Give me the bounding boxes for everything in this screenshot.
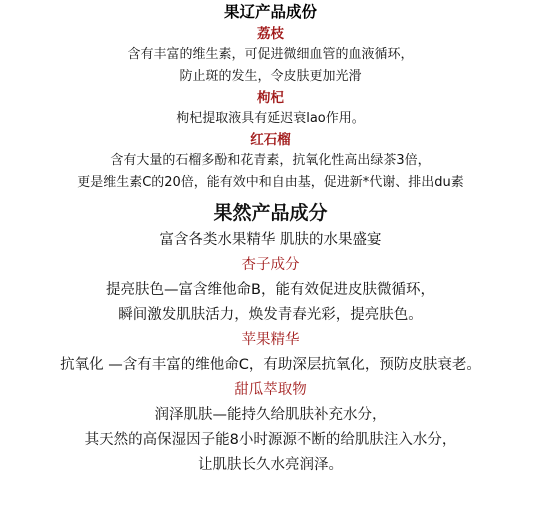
section-intro: 富含各类水果精华 肌肤的水果盛宴 (159, 232, 382, 248)
heading-melon: 甜瓜萃取物 (234, 382, 307, 398)
item-pomegranate (0, 130, 541, 194)
text-line: 防止斑的发生，令皮肤更加光滑 (179, 69, 362, 84)
section-guoliao (0, 0, 541, 194)
text-apple (0, 353, 541, 378)
text-line: 抗氧化 —含有丰富的维他命C，有助深层抗氧化，预防皮肤衰老。 (60, 357, 481, 373)
item-goji (0, 88, 541, 130)
item-apricot (0, 253, 541, 328)
text-line: 更是维生素C的20倍，能有效中和自由基，促进新*代谢、排出du素 (77, 175, 464, 190)
text-line: 枸杞提取液具有延迟衰lao作用。 (176, 111, 365, 126)
text-line: 其天然的高保湿因子能8小时源源不断的给肌肤注入水分， (84, 432, 457, 448)
heading-goji: 枸杞 (257, 90, 284, 106)
text-apricot (0, 278, 541, 328)
text-pomegranate (0, 150, 541, 194)
section-title-guoliao: 果辽产品成份 (223, 3, 317, 21)
heading-apple: 苹果精华 (241, 332, 300, 348)
text-line: 提亮肤色—富含维他命B，能有效促进皮肤微循环， (106, 282, 435, 298)
text-line: 瞬间激发肌肤活力，焕发青春光彩，提亮肤色。 (118, 307, 423, 323)
section-guoran (0, 198, 541, 478)
section-title-guoran: 果然产品成分 (213, 202, 328, 224)
text-line: 润泽肌肤—能持久给肌肤补充水分， (154, 407, 387, 423)
heading-lychee: 荔枝 (257, 26, 284, 42)
heading-pomegranate: 红石榴 (250, 132, 291, 148)
text-lychee (0, 44, 541, 88)
text-goji (0, 108, 541, 130)
text-melon (0, 403, 541, 478)
item-lychee (0, 24, 541, 88)
text-line: 含有丰富的维生素，可促进微细血管的血液循环， (127, 47, 414, 62)
heading-apricot: 杏子成分 (241, 257, 300, 273)
text-line: 含有大量的石榴多酚和花青素，抗氧化性高出绿茶3倍， (110, 153, 431, 168)
item-melon (0, 378, 541, 478)
item-apple (0, 328, 541, 378)
text-line: 让肌肤长久水亮润泽。 (198, 457, 343, 473)
